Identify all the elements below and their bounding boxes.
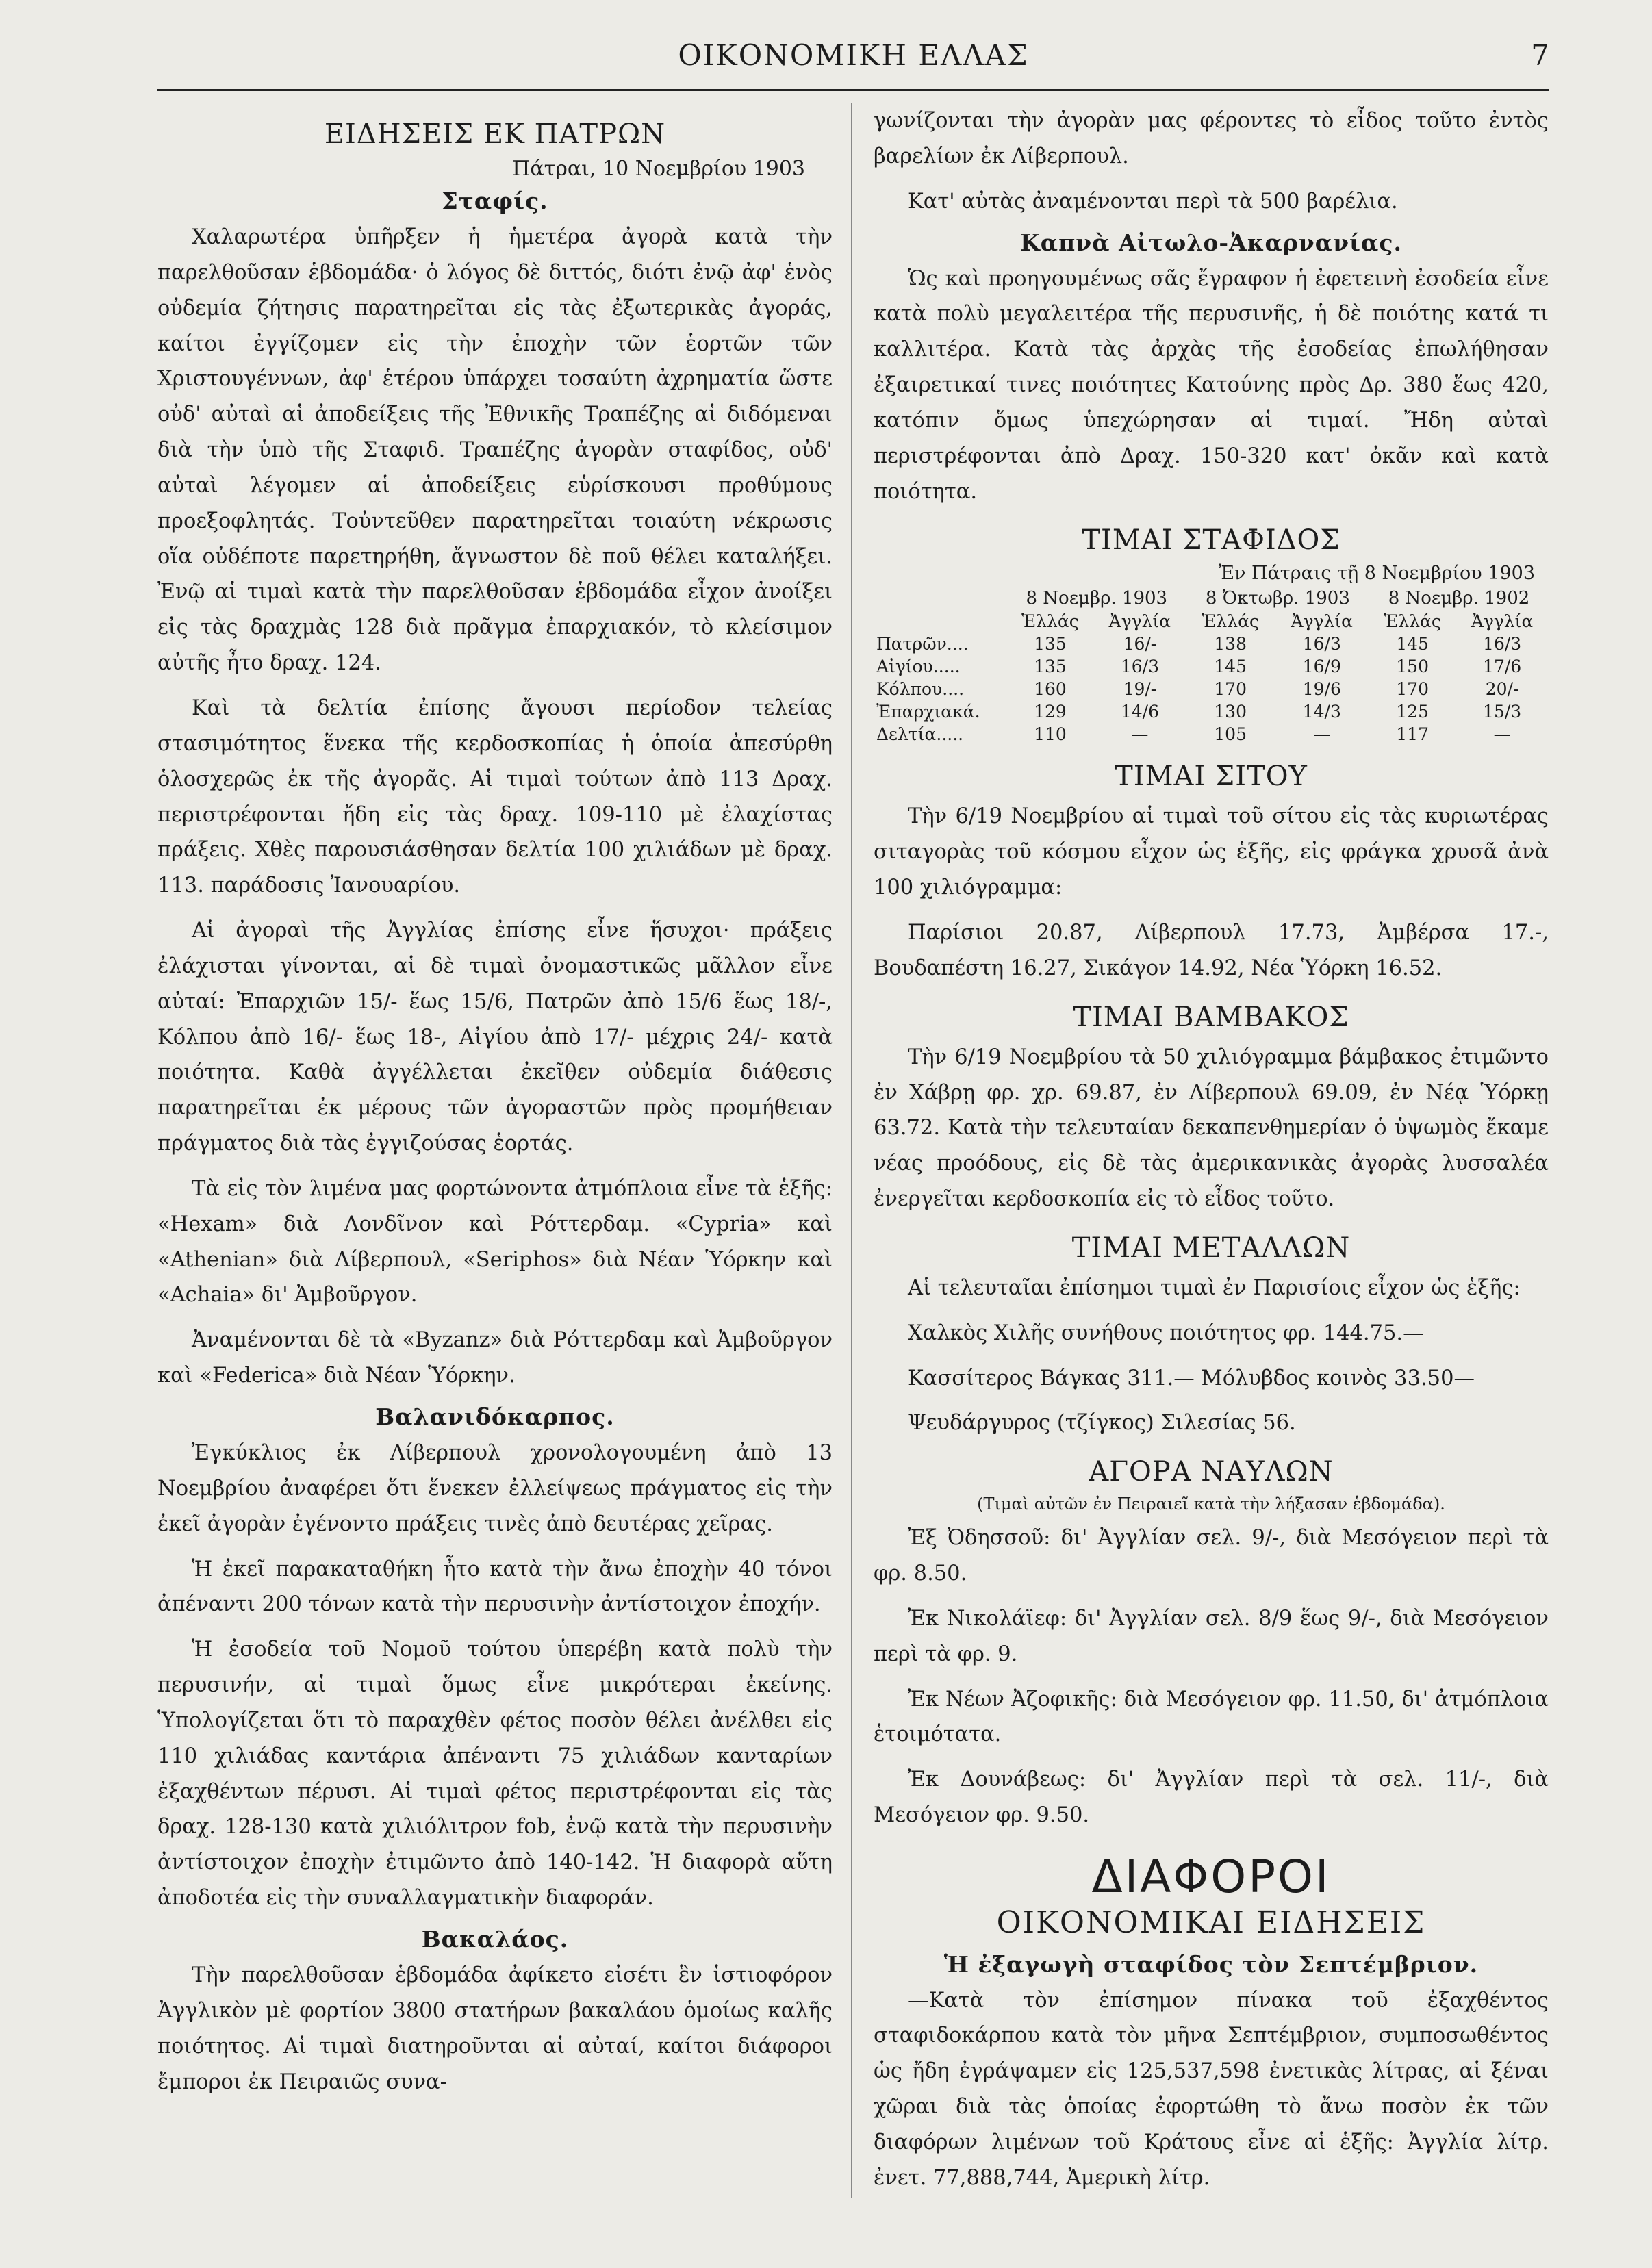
misc-news-subtitle: ΟΙΚΟΝΟΜΙΚΑΙ ΕΙΔΗΣΕΙΣ <box>996 1904 1426 1940</box>
table-cell: 17/6 <box>1483 657 1522 677</box>
table-cell: Αἰγίου..... <box>876 657 961 677</box>
paragraph: Ὡς καὶ προηγουμένως σᾶς ἔγραφον ἡ ἐφετεινὴ ἐσοδεία εἶνε κατὰ πολὺ μεγαλειτέρα τῆς περυσινῆς, ἡ δὲ ποιότης κατά τι καλλιτέρα. Κατὰ τὰς ἀρχὰς τῆς ἐσοδείας ἐπωλήθησαν ἐξαιρετικαί τινες ποιότητες Κατούνης πρὸς Δρ. 380 ἕως 420, κατόπιν ὅμως ὑπεχώρησαν αἱ τιμαί. Ἤδη αὐταὶ περιστρέφονται ἀπὸ Δραχ. 150-320 κατ' ὀκᾶν καὶ κατὰ ποιότητα. <box>874 266 1549 504</box>
freight-line: Ἐκ Δουνάβεως: δι' Ἀγγλίαν περὶ τὰ σελ. 11/-, διὰ Μεσόγειον φρ. 9.50. <box>874 1768 1549 1828</box>
metal-prices-title: ΤΙΜΑΙ ΜΕΤΑΛΛΩΝ <box>1071 1232 1351 1264</box>
page-number: 7 <box>1531 38 1549 72</box>
col-header: Ἀγγλία <box>1108 611 1171 632</box>
table-cell: Δελτία..... <box>876 724 964 745</box>
table-cell: 129 <box>1034 702 1067 722</box>
table-cell: 117 <box>1396 724 1429 745</box>
table-cell: 16/3 <box>1120 657 1159 677</box>
table-cell: 110 <box>1034 724 1067 745</box>
paragraph: Ἡ ἐσοδεία τοῦ Νομοῦ τούτου ὑπερέβη κατὰ πολὺ τὴν περυσινήν, αἱ τιμαὶ ὅμως εἶνε μικρότεραι ἐκείνης. Ὑπολογίζεται ὅτι τὸ παραχθὲν φέτος ποσὸν θέλει ἀνέλθει εἰς 110 χιλιάδας καντάρια ἀπέναντι 75 χιλιάδων κανταρίων ἐξαχθέντων πέρυσι. Αἱ τιμαὶ φέτος περιστρέφονται εἰς τὰς δραχ. 128-130 κατὰ χιλιόλιτρον fob, ἐνῷ κατὰ τὴν περυσινὴν ἀντίστοιχον ἐποχὴν ἐτιμῶντο ἀπὸ 140-142. Ἡ διαφορὰ αὕτη ἀποδοτέα εἰς τὴν συναλλαγματικὴν διαφοράν. <box>157 1638 833 1911</box>
col-header: Ἑλλάς <box>1021 611 1079 632</box>
table-cell: 170 <box>1396 679 1429 700</box>
paragraph: γωνίζονται τὴν ἀγορὰν μας φέροντες τὸ εἶδος τοῦτο ἐντὸς βαρελίων ἐκ Λίβερπουλ. <box>874 109 1549 168</box>
table-cell: Πατρῶν.... <box>876 634 969 654</box>
table-row <box>874 655 1549 678</box>
table-cell: 150 <box>1396 657 1429 677</box>
running-title: ΟΙΚΟΝΟΜΙΚΗ ΕΛΛΑΣ <box>678 38 1029 72</box>
table-col-row <box>874 610 1549 633</box>
table-row <box>874 723 1549 746</box>
paragraph: Παρίσιοι 20.87, Λίβερπουλ 17.73, Ἀμβέρσα 17.-, Βουδαπέστη 16.27, Σικάγον 14.92, Νέα Ὑόρκη 16.52. <box>874 920 1549 980</box>
table-cell: 170 <box>1214 679 1247 700</box>
table-cell: Ἐπαρχιακά. <box>876 702 980 722</box>
right-column <box>874 103 1549 2206</box>
freight-market-title: ΑΓΟΡΑ ΝΑΥΛΩΝ <box>1089 1456 1334 1488</box>
subhead-raisins: Σταφίς. <box>442 188 548 214</box>
paragraph: Τὴν 6/19 Νοεμβρίου αἱ τιμαὶ τοῦ σίτου εἰς τὰς κυριωτέρας σιταγορὰς τοῦ κόσμου εἶχον ὡς ἑξῆς, εἰς φράγκα χρυσᾶ ἀνὰ 100 χιλιόγραμμα: <box>874 804 1549 900</box>
paragraph: Κατ' αὐτὰς ἀναμένονται περὶ τὰ 500 βαρέλια. <box>908 189 1398 214</box>
table-cell: 16/9 <box>1302 657 1341 677</box>
paragraph: Τὴν 6/19 Νοεμβρίου τὰ 50 χιλιόγραμμα βάμβακος ἐτιμῶντο ἐν Χάβρῃ φρ. χρ. 69.87, ἐν Λίβερπουλ 69.09, ἐν Νέᾳ Ὑόρκῃ 63.72. Κατὰ τὴν τελευταίαν δεκαπενθημερίαν ὁ ὑψωμὸς ἔκαμε νέας προόδους, εἰς δὲ τὰς ἀμερικανικὰς ἀγορὰς λυσσαλέα ἐνεργεῖται κερδοσκοπία εἰς τὸ εἶδος τοῦτο. <box>874 1045 1549 1212</box>
freight-line: Ἐξ Ὀδησσοῦ: δι' Ἀγγλίαν σελ. 9/-, διὰ Μεσόγειον περὶ τὰ φρ. 8.50. <box>874 1526 1549 1586</box>
table-cell: — <box>1313 724 1331 745</box>
table-date-row <box>874 587 1549 610</box>
left-column <box>157 103 833 2206</box>
table-cell: 16/- <box>1123 634 1157 654</box>
paragraph: —Κατὰ τὸν ἐπίσημον πίνακα τοῦ ἐξαχθέντος σταφιδοκάρπου κατὰ τὸν μῆνα Σεπτέμβριον, συμποσωθέντος ὡς ἤδη ἐγράψαμεν εἰς 125,537,598 ἐνετικὰς λίτρας, αἱ ξέναι χῶραι διὰ τὰς ὁποίας ἐφορτώθη τὸ ἄνω ποσὸν ἐκ τῶν διαφόρων λιμένων τοῦ Κράτους εἶνε αἱ ἑξῆς: Ἀγγλία λίτρ. ἐνετ. 77,888,744, Ἀμερικὴ λίτρ. <box>874 1988 1549 2190</box>
table-cell: 135 <box>1034 657 1067 677</box>
table-cell: 125 <box>1396 702 1429 722</box>
table-cell: 19/- <box>1123 679 1157 700</box>
paragraph: Ἡ ἐκεῖ παρακαταθήκη ἦτο κατὰ τὴν ἄνω ἐποχὴν 40 τόνοι ἀπέναντι 200 τόνων κατὰ τὴν περυσινὴν ἀντίστοιχον ἐποχήν. <box>157 1557 833 1617</box>
subhead-cod: Βακαλάος. <box>421 1925 569 1952</box>
table-corner <box>874 587 1007 610</box>
table-row <box>874 633 1549 655</box>
subhead-tobacco: Καπνὰ Αἰτωλο-Ἀκαρνανίας. <box>1020 229 1402 256</box>
table-cell: 16/3 <box>1483 634 1522 654</box>
cotton-prices-title: ΤΙΜΑΙ ΒΑΜΒΑΚΟΣ <box>1073 1001 1349 1033</box>
paragraph: Αἱ τελευταῖαι ἐπίσημοι τιμαὶ ἐν Παρισίοις εἶχον ὡς ἑξῆς: <box>908 1275 1521 1300</box>
grain-prices-title: ΤΙΜΑΙ ΣΙΤΟΥ <box>1115 761 1308 793</box>
paragraph: Αἱ ἀγοραὶ τῆς Ἀγγλίας ἐπίσης εἶνε ἥσυχοι· πράξεις ἐλάχισται γίνονται, αἱ δὲ τιμαὶ ὀνομαστικῶς μᾶλλον εἶνε αὐταί: Ἐπαρχιῶν 15/- ἕως 15/6, Πατρῶν ἀπὸ 15/6 ἕως 18/-, Κόλπου ἀπὸ 16/- ἕως 18-, Αἰγίου ἀπὸ 17/- μέχρις 24/- κατὰ ποιότητα. Καθὰ ἀγγέλλεται ἐκεῖθεν οὐδεμία διάθεσις παρατηρεῖται ἐκ μέρους τῶν ἀγοραστῶν πρὸς προμήθειαν πράγματος διὰ τὰς ἐγγιζούσας ἑορτάς. <box>157 919 833 1156</box>
table-cell: 14/6 <box>1120 702 1159 722</box>
col-header: Ἑλλάς <box>1384 611 1441 632</box>
table-cell: 138 <box>1214 634 1247 654</box>
subhead-raisin-export: Ἡ ἐξαγωγὴ σταφίδος τὸν Σεπτέμβριον. <box>943 1950 1479 1978</box>
column-divider <box>851 103 852 2198</box>
table-cell: 105 <box>1214 724 1247 745</box>
table-cell: 145 <box>1214 657 1247 677</box>
table-row <box>874 678 1549 700</box>
table-cell: 20/- <box>1485 679 1519 700</box>
dateline: Πάτραι, 10 Νοεμβρίου 1903 <box>512 157 805 181</box>
paragraph: Ἐγκύκλιος ἐκ Λίβερπουλ χρονολογουμένη ἀπὸ 13 Νοεμβρίου ἀναφέρει ὅτι ἕνεκεν ἐλλείψεως πράγματος εἰς τὴν ἐκεῖ ἀγορὰν ἐγένοντο πράξεις τινὲς ἀπὸ δευτέρας χεῖρας. <box>157 1441 833 1536</box>
paragraph: Χαλαρωτέρα ὑπῆρξεν ἡ ἡμετέρα ἀγορὰ κατὰ τὴν παρελθοῦσαν ἑβδομάδα· ὁ λόγος δὲ διττός, διότι ἐνῷ ἀφ' ἑνὸς οὐδεμία ζήτησις παρατηρεῖται εἰς τὰς ἐξωτερικὰς ἀγοράς, καίτοι ἐγγίζομεν εἰς τὴν ἐποχὴν τῶν ἑορτῶν τῶν Χριστουγέννων, ἀφ' ἑτέρου ὑπάρχει τοσαύτη ἀχρηματία ὥστε οὐδ' αὐταὶ αἱ ἀποδείξεις τῆς Ἐθνικῆς Τραπέζης αἱ διδόμεναι διὰ τὴν ὑπὸ τῆς Σταφιδ. Τραπέζης ἀγορὰν σταφίδος, οὐδ' αὐταὶ λέγομεν αἱ ἀποδείξεις εὑρίσκουσι προθύμους προεξοφλητάς. Τοὐντεῦθεν παρατηρεῖται τοιαύτη νέκρωσις οἵα οὐδέποτε παρετηρήθη, ἄγνωστον δὲ ποῦ θέλει καταλήξει. Ἐνῷ αἱ τιμαὶ κατὰ τὴν παρελθοῦσαν ἑβδομάδα εἶχον ἀνοίξει εἰς τὰς δραχμὰς 128 διὰ πρᾶγμα ἐπαρχιακόν, τὸ κλείσιμον αὐτῆς ἦτο δραχ. 124. <box>157 225 833 676</box>
table-cell: Κόλπου.... <box>876 679 965 700</box>
metal-line: Χαλκὸς Χιλῆς συνήθους ποιότητος φρ. 144.75.— <box>908 1321 1424 1345</box>
paragraph: Καὶ τὰ δελτία ἐπίσης ἄγουσι περίοδον τελείας στασιμότητος ἕνεκα τῆς κερδοσκοπίας ἡ ὁποία ἀπεσύρθη ὁλοσχερῶς ἐκ τῆς ἀγορᾶς. Αἱ τιμαὶ τούτων ἀπὸ 113 Δραχ. περιστρέφονται ἤδη εἰς τὰς δραχ. 109-110 μὲ ἐλαχίστας πράξεις. Χθὲς παρουσιάσθησαν δελτία 100 χιλιάδων μὲ δραχ. 113. παράδοσις Ἰανουαρίου. <box>157 696 833 898</box>
paragraph: Ἀναμένονται δὲ τὰ «Byzanz» διὰ Ρόττερδαμ καὶ Ἀμβοῦργον καὶ «Federica» διὰ Νέαν Ὑόρκην. <box>157 1328 833 1388</box>
date-header: 8 Νοεμβρ. 1903 <box>1026 588 1168 609</box>
table-cell: 135 <box>1034 634 1067 654</box>
freight-line: Ἐκ Νικολάϊεφ: δι' Ἀγγλίαν σελ. 8/9 ἕως 9/-, διὰ Μεσόγειον περὶ τὰ φρ. 9. <box>874 1606 1549 1666</box>
col-header: Ἑλλάς <box>1202 611 1259 632</box>
table-cell: 14/3 <box>1302 702 1341 722</box>
table-cell: — <box>1493 724 1511 745</box>
table-cell: — <box>1131 724 1149 745</box>
table-cell: 130 <box>1214 702 1247 722</box>
metal-line: Ψευδάργυρος (τζίγκος) Σιλεσίας 56. <box>908 1411 1296 1436</box>
table-cell: 160 <box>1034 679 1067 700</box>
table-row <box>874 700 1549 723</box>
raisin-prices-title: ΤΙΜΑΙ ΣΤΑΦΙΔΟΣ <box>1082 524 1340 557</box>
paragraph: Τὰ εἰς τὸν λιμένα μας φορτώνοντα ἀτμόπλοια εἶνε τὰ ἑξῆς: «Hexam» διὰ Λονδῖνον καὶ Ρόττερδαμ. «Cypria» καὶ «Athenian» διὰ Λίβερπουλ, «Seriphos» διὰ Νέαν Ὑόρκην καὶ «Achaia» δι' Ἀμβοῦργον. <box>157 1176 833 1308</box>
misc-news-title: ΔΙΑΦΟΡΟΙ <box>1091 1850 1331 1903</box>
date-header: 8 Νοεμβρ. 1902 <box>1388 588 1530 609</box>
metal-line: Κασσίτερος Βάγκας 311.— Μόλυβδος κοινὸς 33.50— <box>908 1366 1475 1390</box>
freight-line: Ἐκ Νέων Ἀζοφικῆς: διὰ Μεσόγειον φρ. 11.50, δι' ἀτμόπλοια ἑτοιμότατα. <box>874 1687 1549 1747</box>
table-cell: 145 <box>1396 634 1429 654</box>
table-cell: 15/3 <box>1483 702 1522 722</box>
date-header: 8 Ὀκτωβρ. 1903 <box>1205 588 1350 609</box>
page-header <box>157 34 1549 91</box>
table-cell: 16/3 <box>1302 634 1341 654</box>
table-corner <box>874 610 1007 633</box>
col-header: Ἀγγλία <box>1291 611 1354 632</box>
col-header: Ἀγγλία <box>1471 611 1534 632</box>
paragraph: Τὴν παρελθοῦσαν ἑβδομάδα ἀφίκετο εἰσέτι ἓν ἱστιοφόρον Ἀγγλικὸν μὲ φορτίον 3800 στατήρων βακαλάου ὁμοίως καλῆς ποιότητος. Αἱ τιμαὶ διατηροῦνται αἱ αὐταί, καίτοι διάφοροι ἔμποροι ἐκ Πειραιῶς συνα- <box>157 1963 833 2094</box>
patras-news-title: ΕΙΔΗΣΕΙΣ ΕΚ ΠΑΤΡΩΝ <box>324 118 666 150</box>
raisin-prices-caption: Ἐν Πάτραις τῇ 8 Νοεμβρίου 1903 <box>1218 563 1535 585</box>
subhead-acorns: Βαλανιδόκαρπος. <box>375 1403 615 1430</box>
raisin-prices-table <box>874 587 1549 746</box>
freight-note: (Τιμαὶ αὐτῶν ἐν Πειραιεῖ κατὰ τὴν λήξασαν ἑβδομάδα). <box>977 1494 1445 1514</box>
columns <box>157 103 1549 2206</box>
table-cell: 19/6 <box>1302 679 1341 700</box>
